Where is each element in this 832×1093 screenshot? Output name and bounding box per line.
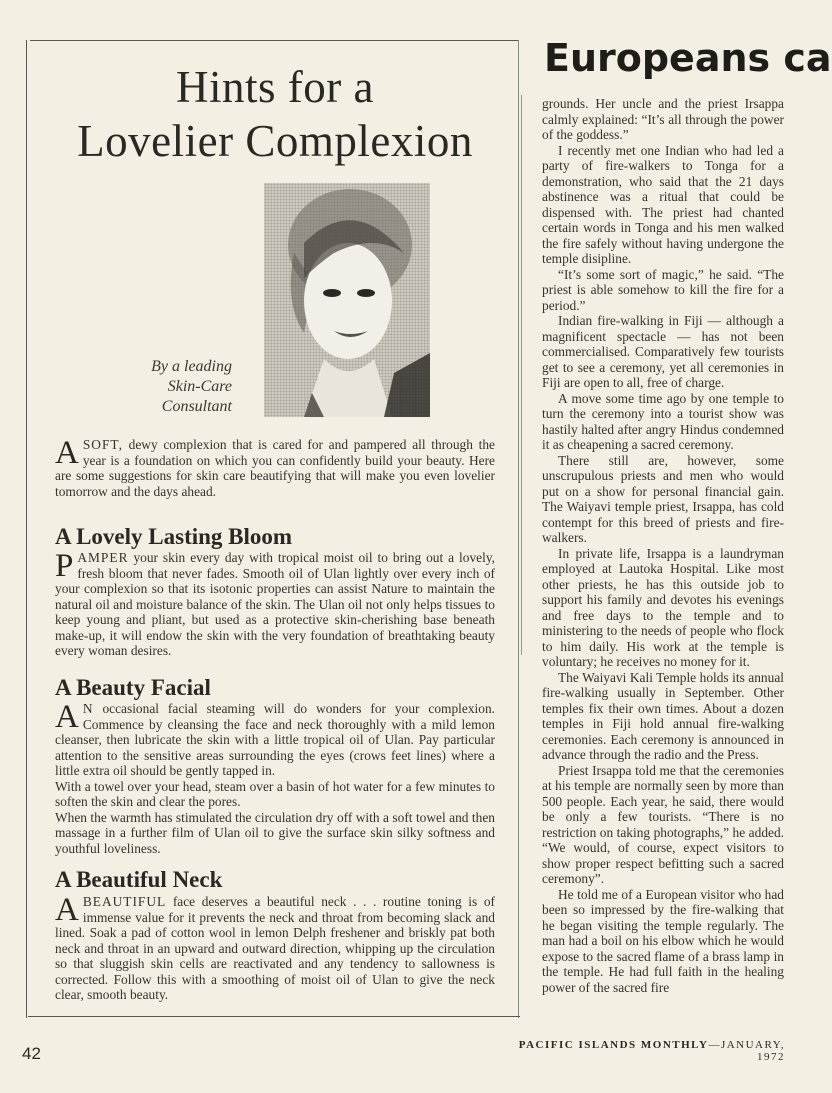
lead-in: AMPER <box>77 550 129 565</box>
right-article-title: Europeans ca <box>544 36 832 80</box>
column-rule <box>521 95 522 655</box>
article-title <box>40 60 510 168</box>
section-paragraph <box>55 550 495 659</box>
drop-cap: A <box>55 435 79 471</box>
paragraph-text: your skin every day with tropical moist oil to bring out a lovely, fresh bloom that never fades. Smooth oil of Ulan lightly over every inch of your complexion so that its isotonic properties can assist Nature to maintain the natural oil and moisture balance of the skin. The Ulan oil not only helps tissues to keep young and pliant, but used as a protective skin-cherishing base beneath make-up, it will endow the skin with the very foundation of breathtaking beauty every woman desires. <box>55 550 495 658</box>
lead-in: SOFT, <box>82 437 123 452</box>
body-paragraph: There still are, however, some unscrupulous priests and men who would put on a show for personal financial gain. The Waiyavi temple priest, Irsappa, has cold contempt for this breed of priests and fire-walkers. <box>542 452 784 545</box>
body-paragraph: “It’s some sort of magic,” he said. “The priest is able somehow to kill the fire for a period.” <box>542 266 784 313</box>
byline-line-3: Consultant <box>161 398 232 415</box>
body-paragraph: Indian fire-walking in Fiji — although a magnificent spectacle — has not been commercialised. Comparatively few tourists get to see a ceremony, yet all ceremonies in Fiji are open to all, free of charge. <box>542 313 784 390</box>
byline-line-1: By a leading <box>151 358 232 375</box>
byline-line-2: Skin-Care <box>167 378 232 395</box>
running-footer <box>505 1039 785 1063</box>
section-paragraph <box>55 701 495 856</box>
section-heading: A Beauty Facial <box>55 675 211 700</box>
byline <box>100 357 232 417</box>
paragraph-text: occasional facial steaming will do wonders for your complexion. Commence by cleansing the face and neck thoroughly with a mild lemon cleanser, then lubricate the skin with a little tropical oil of Ulan. Pay particular attention to the sensitive areas surrounding the eyes (crows feet lines) where a little extra oil should be gently tapped in. <box>55 701 495 778</box>
paragraph-text: With a towel over your head, steam over a basin of hot water for a few minutes to soften the skin and clear the pores. <box>55 778 495 809</box>
body-paragraph: In private life, Irsappa is a laundryman employed at Lautoka Hospital. Like most other priests, he has this outside job to support his family and devotes his evenings and free days to the temple and to ministering to the needs of people who flock to him daily. His work at the temple is voluntary; he receives no money for it. <box>542 545 784 669</box>
woman-portrait-icon <box>264 183 430 417</box>
section-heading: A Lovely Lasting Bloom <box>55 524 293 549</box>
paragraph-text: face deserves a beautiful neck . . . routine toning is of immense value for it prevents the neck and throat from becoming slack and lined. Soak a pad of cotton wool in lemon Delph freshener and briskly pat both neck and throat in an upward and outward direction, whipping up the circulation so that sluggish skin cells are reactivated and any tendency to sallowness is corrected. Follow this with a smoothing of moist oil of Ulan to give the neck clear, smooth beauty. <box>55 894 495 1002</box>
section-paragraph <box>55 894 495 1003</box>
article-box-top-border <box>30 40 518 41</box>
right-article-body <box>542 96 784 995</box>
section-heading: A Beautiful Neck <box>55 867 223 892</box>
body-paragraph: Priest Irsappa told me that the ceremonies at his temple are normally seen by more than 500 people. Each year, he said, there would be only a few tourists. “There is no restriction on taking photographs,” he added. “We would, of course, expect visitors to show proper respect befitting such a sacred ceremony”. <box>542 762 784 886</box>
body-paragraph: grounds. Her uncle and the priest Irsappa calmly explained: “It’s all through the power of the goddess.” <box>542 96 784 142</box>
drop-cap: A <box>55 699 79 735</box>
paragraph-text: When the warmth has stimulated the circulation dry off with a soft towel and then massage in a further film of Ulan oil to give the surface skin silky softness and youthful loveliness. <box>55 809 495 856</box>
body-paragraph: He told me of a European visitor who had been so impressed by the fire-walking that he began visiting the temple regularly. The man had a boil on his elbow which he would expose to the sacred flame of a brass lamp in the temple. He had full faith in the healing power of the sacred fire <box>542 886 784 995</box>
publication-name: PACIFIC ISLANDS MONTHLY <box>518 1039 709 1051</box>
body-paragraph: A move some time ago by one temple to turn the ceremony into a tourist show was hastily halted after angry Hindus condemned it as cheapening a sacred ceremony. <box>542 390 784 452</box>
lead-in: N <box>82 701 94 716</box>
drop-cap: A <box>55 892 79 928</box>
article-box-left-border <box>26 40 27 1018</box>
article-title-line-2: Lovelier Complexion <box>77 116 473 166</box>
article-box-bottom-border <box>28 1016 520 1017</box>
portrait-photo <box>264 183 430 417</box>
body-paragraph: I recently met one Indian who had led a party of fire-walkers to Tonga for a demonstration, who said that the 21 days abstinence was a ritual that could be dispensed with. The priest had chanted certain words in Tonga and his men walked the fire safely without having undergone the temple disipline. <box>542 142 784 266</box>
article-title-line-1: Hints for a <box>176 62 374 112</box>
lead-in: BEAUTIFUL <box>82 894 167 909</box>
drop-cap: P <box>55 548 74 584</box>
article-box-right-border <box>518 40 519 1018</box>
issue-date: —JANUARY, 1972 <box>708 1039 785 1063</box>
body-paragraph: The Waiyavi Kali Temple holds its annual fire-walking usually in September. Other temples fix their own times. About a dozen temples in Fiji hold annual fire-walking ceremonies. Each ceremony is announced in advance through the radio and the Press. <box>542 669 784 762</box>
intro-paragraph <box>55 437 495 499</box>
page-number: 42 <box>22 1044 41 1063</box>
paragraph-text: dewy complexion that is cared for and pampered all through the year is a foundation on which you can confidently build your beauty. Here are some suggestions for skin care beautifying that will make you even lovelier tomorrow and the days ahead. <box>55 437 495 499</box>
